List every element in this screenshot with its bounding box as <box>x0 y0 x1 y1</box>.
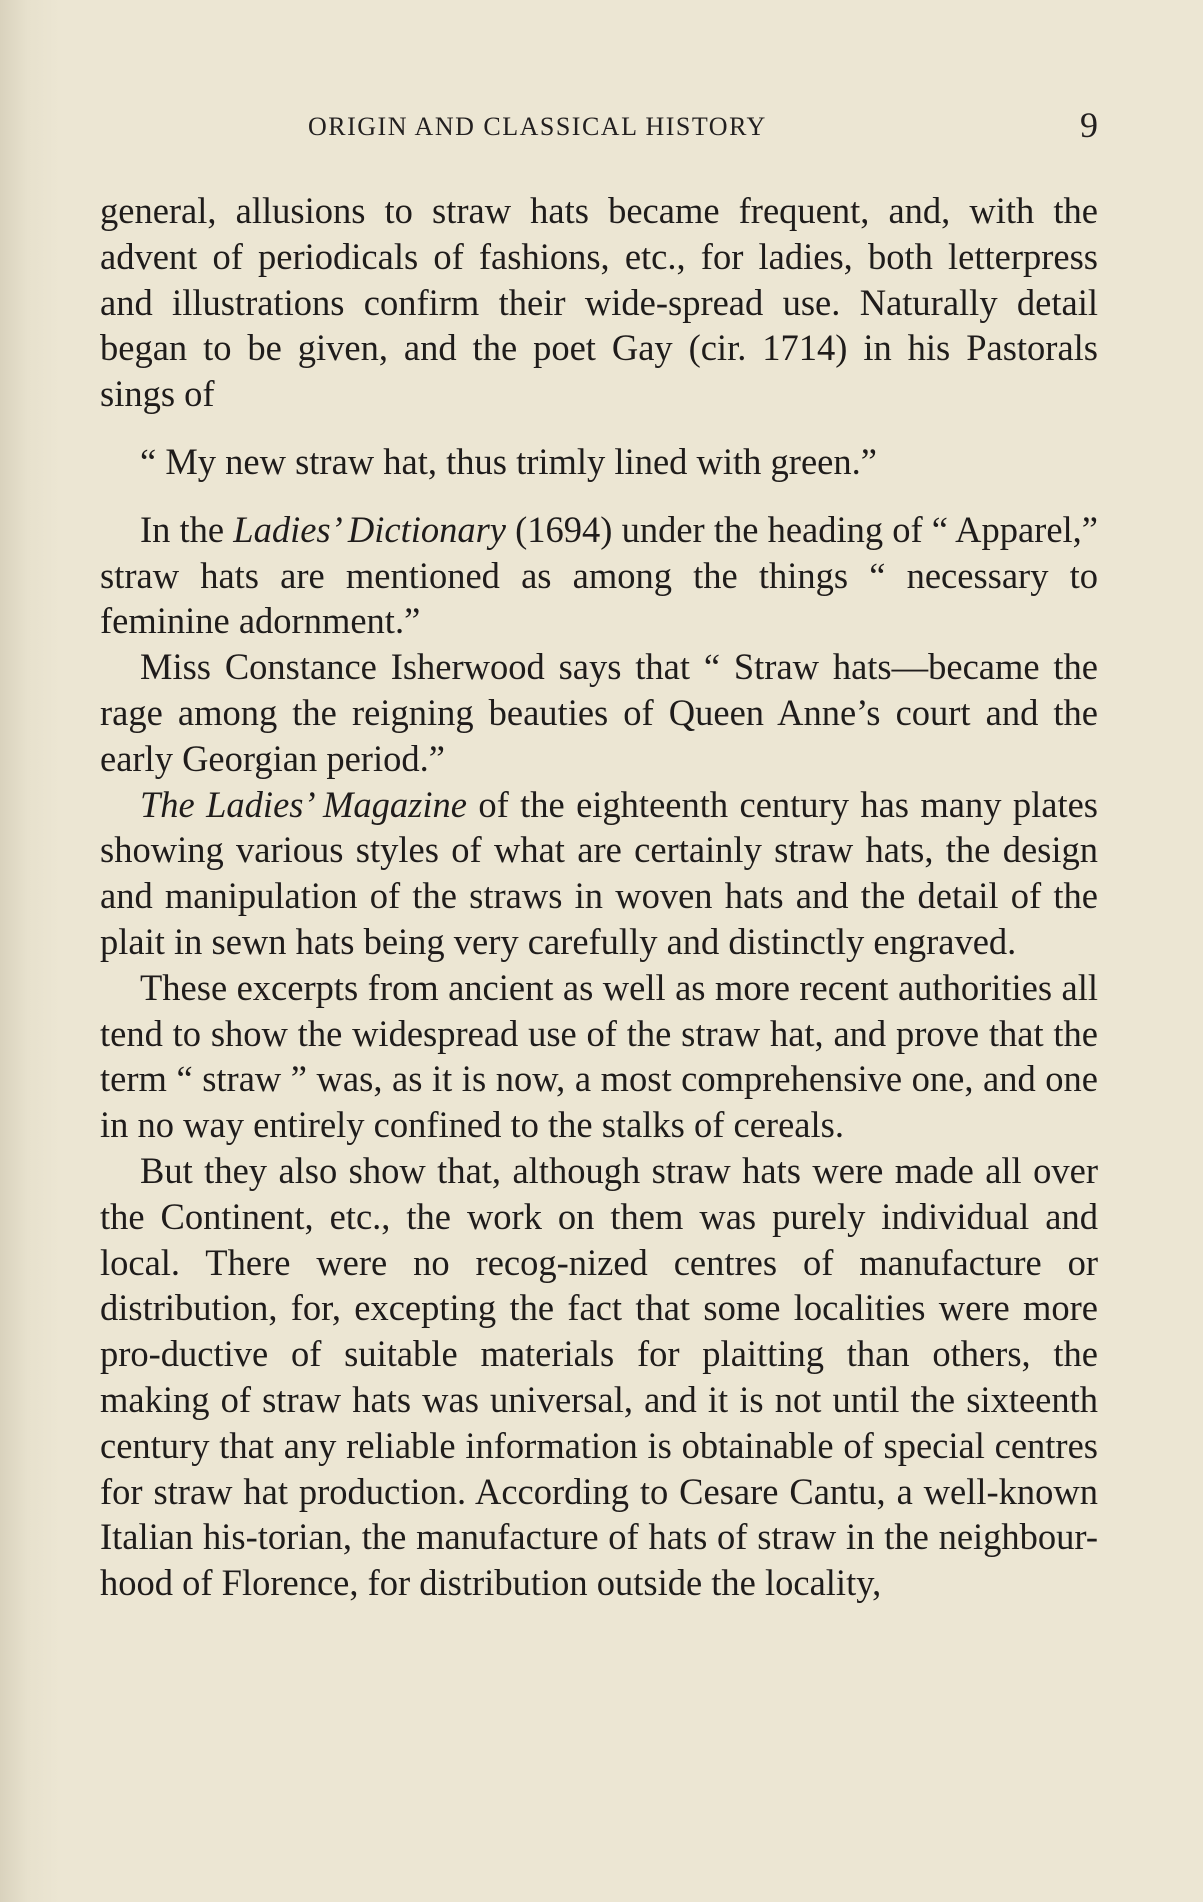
paragraph-1: general, allusions to straw hats became frequent, and, with the advent of periodicals of fashions, etc., for ladies, both letterpress and illustrations confirm their wide-spread use. Naturally detail began to be given, and the poet Gay (cir. 1714) in his Pastorals sings of <box>100 190 1098 415</box>
body-text <box>100 188 1098 1606</box>
ladies-dictionary-title: Ladies’ Dictionary <box>233 508 507 550</box>
running-head: ORIGIN AND CLASSICAL HISTORY <box>308 112 767 141</box>
ladies-magazine-title: The Ladies’ Magazine <box>140 783 467 825</box>
page-number: 9 <box>1080 105 1098 145</box>
paragraph-2-lead: In the <box>140 508 234 550</box>
paragraph-4 <box>100 782 1098 965</box>
verse-quote: “ My new straw hat, thus trimly lined with green.” <box>140 440 877 482</box>
paragraph-2-rest: (1694) under the heading of “ Apparel,” straw hats are mentioned as among the things “ necessary to feminine adornment.” <box>100 508 1098 642</box>
paragraph-6: But they also show that, although straw hats were made all over the Continent, etc., the work on them was purely individual and local. There were no recog-nized centres of manufacture or distribution, for, excepting the fact that some localities were more pro-ductive of suitable materials for plaitting than others, the making of straw hats was universal, and it is not until the sixteenth century that any reliable information is obtainable of special centres for straw hat production. According to Cesare Cantu, a well-known Italian his-torian, the manufacture of hats of straw in the neighbour-hood of Florence, for distribution outside the locality, <box>100 1149 1098 1604</box>
paragraph-4-rest: of the eighteenth century has many plates showing various styles of what are certainly straw hats, the design and manipulation of the straws in woven hats and the detail of the plait in sewn hats being very carefully and distinctly engraved. <box>100 783 1098 962</box>
paragraph-3: Miss Constance Isherwood says that “ Straw hats—became the rage among the reigning beauties of Queen Anne’s court and the early Georgian period.” <box>100 646 1098 779</box>
paragraph-5: These excerpts from ancient as well as more recent authorities all tend to show the widespread use of the straw hat, and prove that the term “ straw ” was, as it is now, a most comprehensive one, and one in no way entirely confined to the stalks of cereals. <box>100 966 1098 1146</box>
paragraph-2 <box>100 507 1098 644</box>
page-header <box>100 104 1098 156</box>
